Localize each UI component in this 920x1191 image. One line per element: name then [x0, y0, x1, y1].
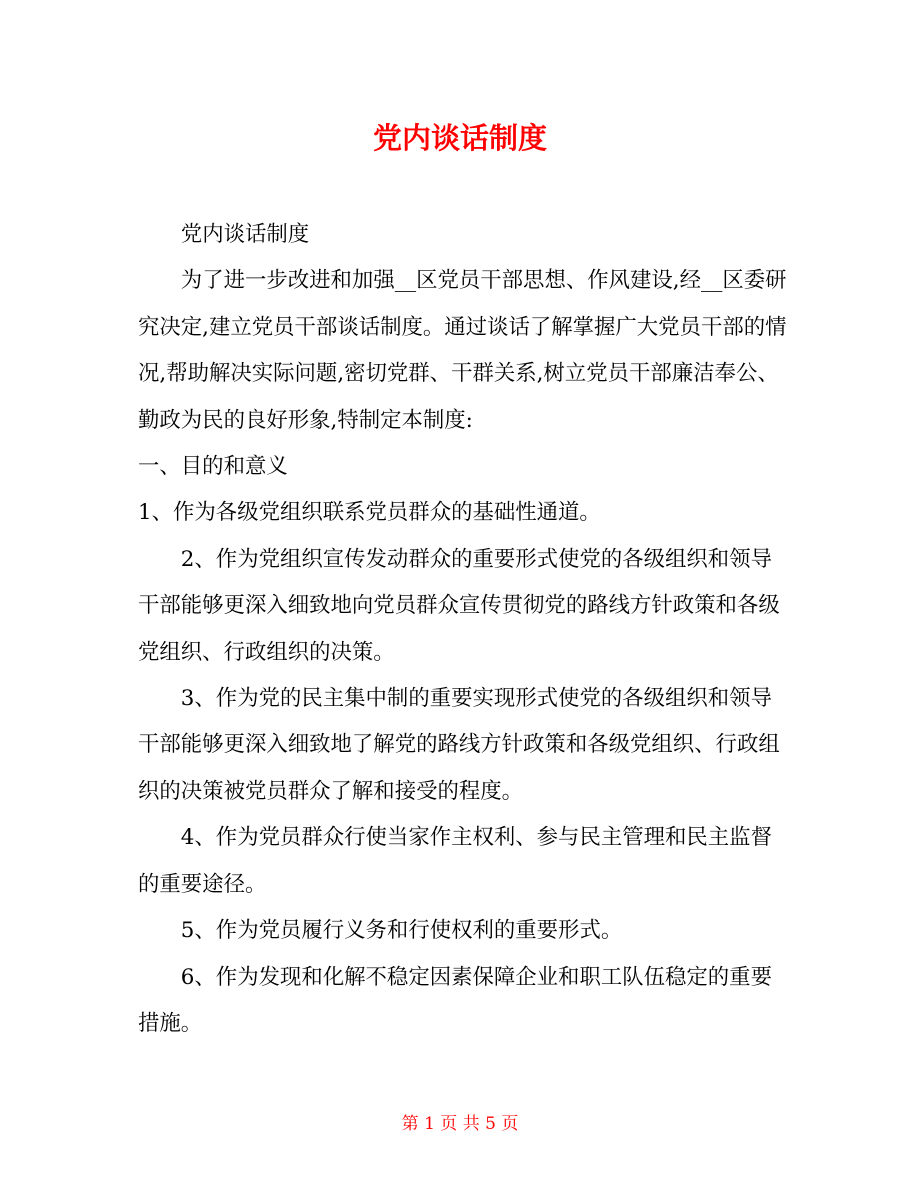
- document-title: 党内谈话制度: [372, 121, 547, 155]
- paragraph-item-6: 6、作为发现和化解不稳定因素保障企业和职工队伍稳定的重要措施。: [138, 964, 772, 1036]
- paragraph-item-3: 3、作为党的民主集中制的重要实现形式使党的各级组织和领导干部能够更深入细致地了解党的路线方针政策和各级党组织、行政组织的决策被党员群众了解和接受的程度。: [138, 686, 780, 804]
- section-heading: 一、目的和意义: [138, 454, 288, 480]
- paragraph-item-2: 2、作为党组织宣传发动群众的重要形式使党的各级组织和领导干部能够更深入细致地向党员群众宣传贯彻党的路线方针政策和各级党组织、行政组织的决策。: [138, 546, 780, 665]
- paragraph-item-4: 4、作为党员群众行使当家作主权利、参与民主管理和民主监督的重要途径。: [138, 825, 772, 897]
- paragraph-intro: 为了进一步改进和加强__区党员干部思想、作风建设,经__区委研究决定,建立党员干部谈话制度。通过谈话了解掌握广大党员干部的情况,帮助解决实际问题,密切党群、干群关系,树立党员干部廉洁奉公、勤政为民的良好形象,特制定本制度:: [138, 268, 787, 433]
- paragraph-subtitle: 党内谈话制度: [180, 222, 310, 247]
- paragraph-item-1: 1、作为各级党组织联系党员群众的基础性通道。: [138, 500, 601, 526]
- page-footer: 第 1 页 共 5 页: [401, 1114, 519, 1134]
- paragraph-item-5: 5、作为党员履行义务和行使权利的重要形式。: [180, 918, 623, 944]
- document-body: [138, 212, 788, 1047]
